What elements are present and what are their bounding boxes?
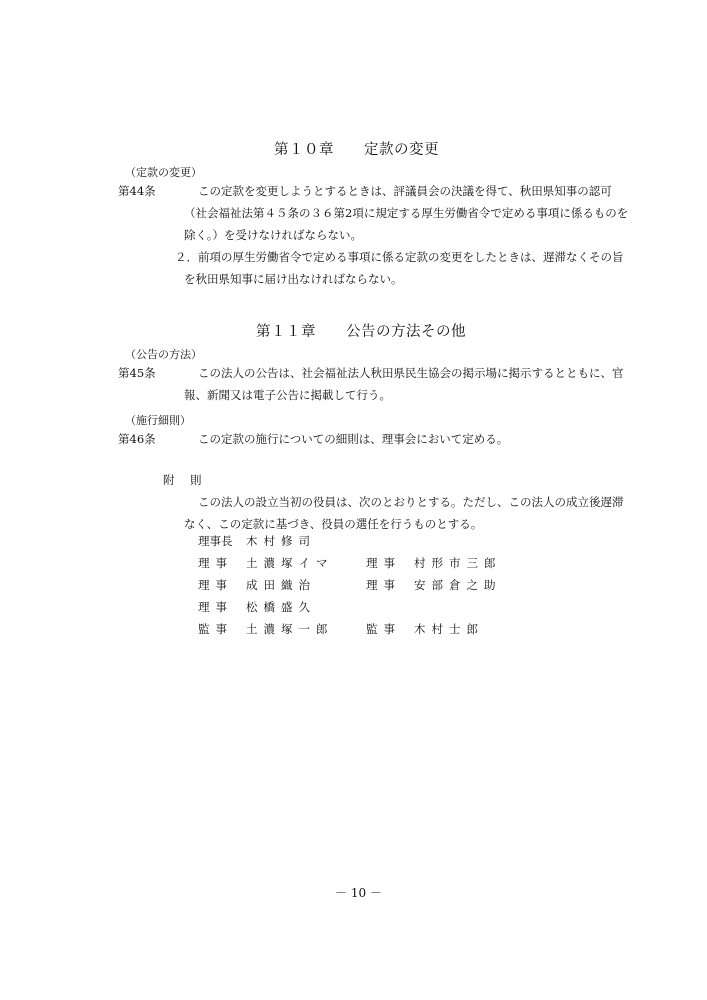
officer-name: 土濃塚イマ (246, 556, 334, 570)
officer-row (198, 621, 534, 637)
article-text: 除く。）を受けなければならない。 (184, 228, 363, 242)
officer-name: 土濃塚一郎 (246, 622, 334, 636)
chapter-11-heading: 第１１章 公告の方法その他 (256, 324, 466, 340)
officer-title: 理事 (198, 556, 233, 570)
officer-name: 木村修司 (246, 534, 316, 548)
section-caption: （公告の方法） (125, 348, 202, 361)
officer-title: 監事 (198, 622, 233, 636)
article-text: を秋田県知事に届け出なければならない。 (184, 272, 403, 286)
chapter-10-heading: 第１０章 定款の変更 (274, 142, 439, 158)
section-caption: （定款の変更） (125, 166, 202, 179)
officer-title: 監事 (366, 622, 401, 636)
article-number: 第45条 (118, 366, 156, 380)
supplementary-text: なく、この定款に基づき、役員の選任を行うものとする。 (184, 517, 483, 531)
officer-name: 安部倉之助 (414, 578, 502, 592)
officer-name: 成田織治 (246, 578, 316, 592)
article-number: 第44条 (118, 184, 156, 198)
supplementary-text: この法人の設立当初の役員は、次のとおりとする。ただし、この法人の成立後遅滞 (198, 495, 624, 509)
officer-title: 理事 (198, 578, 233, 592)
officer-name: 村形市三郎 (414, 556, 502, 570)
article-text: この定款を変更しようとするときは、評議員会の決議を得て、秋田県知事の認可 (198, 184, 612, 198)
supplementary-heading: 附 則 (163, 473, 204, 487)
article-text: 報、新聞又は電子公告に掲載して行う。 (184, 388, 391, 402)
article-text: ２．前項の厚生労働省令で定める事項に係る定款の変更をしたときは、遅滞なくその旨 (175, 250, 624, 264)
page-number: － 10 － (335, 886, 382, 900)
section-caption: （施行細則） (125, 414, 191, 427)
officer-title: 理事長 (198, 534, 233, 548)
article-text: この法人の公告は、社会福祉法人秋田県民生協会の掲示場に掲示するとともに、官 (198, 366, 624, 380)
officer-row (198, 555, 534, 571)
article-text: （社会福祉法第４５条の３６第2項に規定する厚生労働省令で定める事項に係るものを (184, 206, 629, 220)
article-text: この定款の施行についての細則は、理事会において定める。 (198, 432, 509, 446)
officer-title: 理事 (366, 556, 401, 570)
officer-row (198, 533, 366, 549)
officer-row (198, 577, 534, 593)
officer-name: 木村士郎 (414, 622, 484, 636)
officer-title: 理事 (366, 578, 401, 592)
officer-row (198, 599, 366, 615)
officer-name: 松橋盛久 (246, 600, 316, 614)
article-number: 第46条 (118, 432, 156, 446)
officer-title: 理事 (198, 600, 233, 614)
